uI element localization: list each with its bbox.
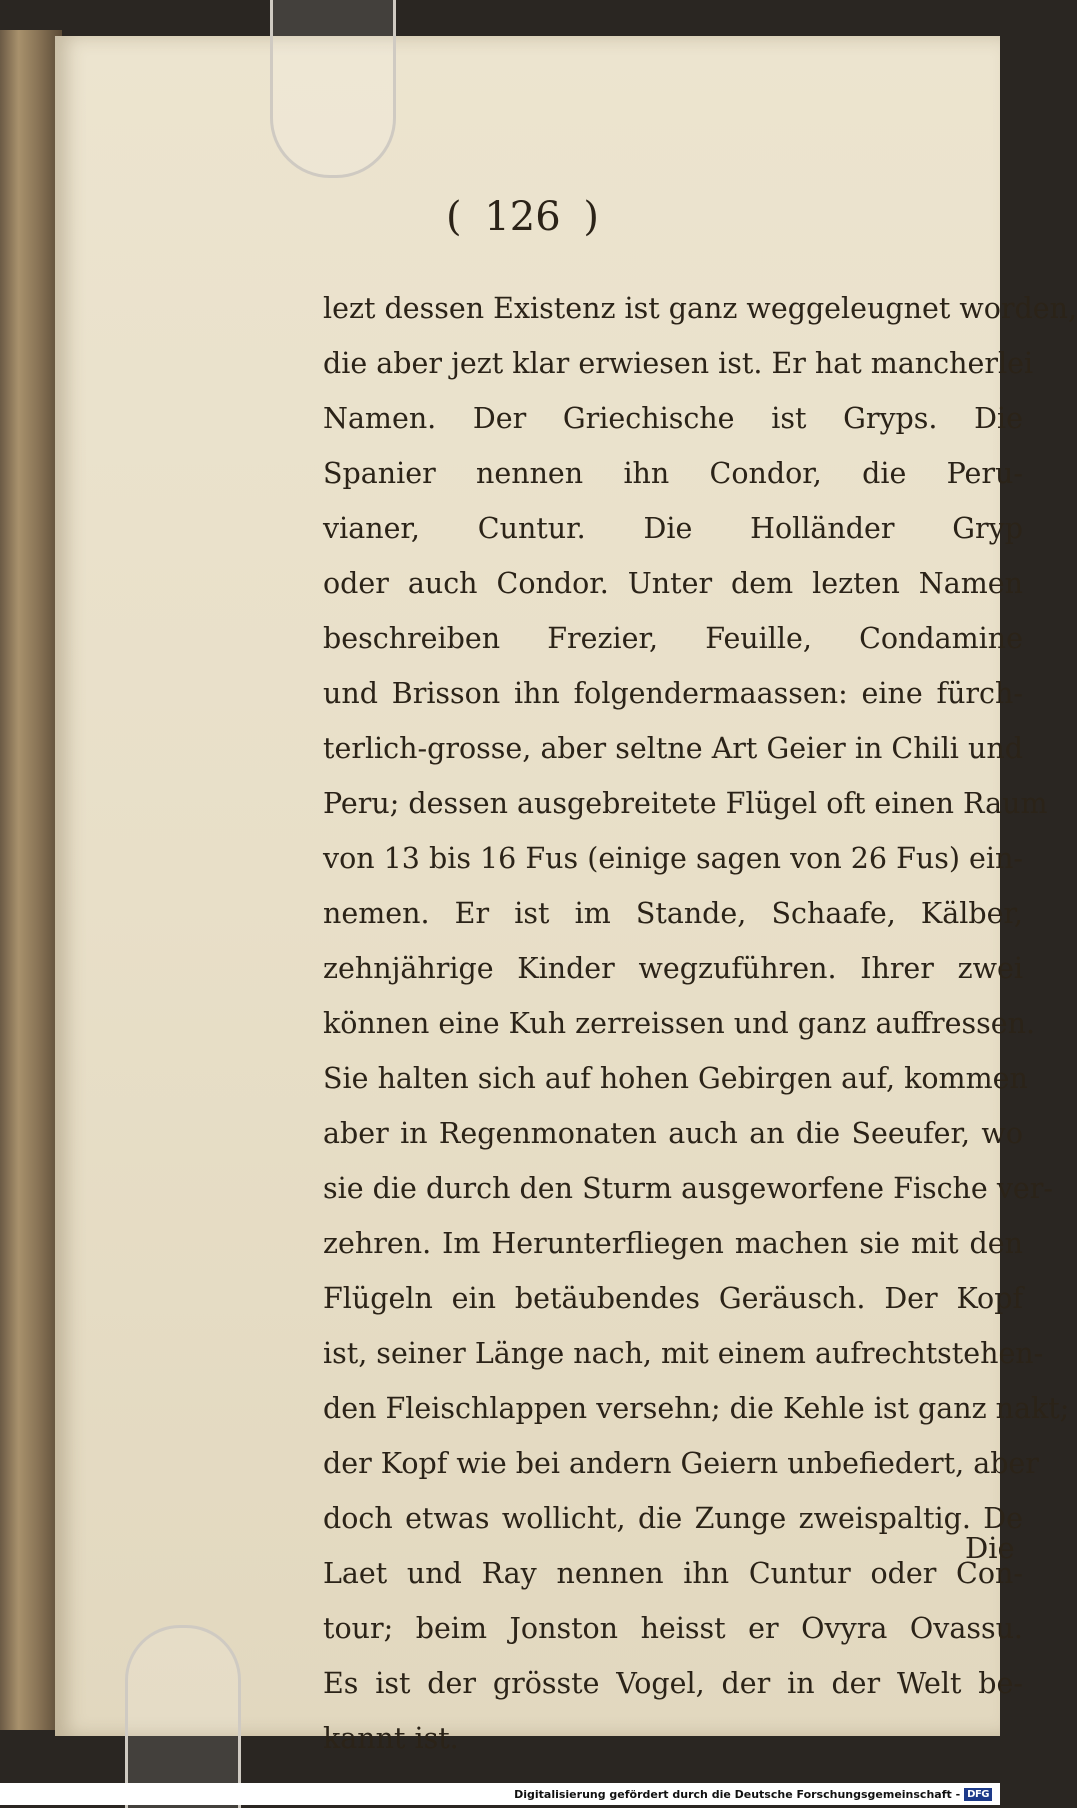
- text-line: Peru; dessen ausgebreitete Flügel oft einen Raum: [323, 787, 1048, 820]
- body-text: [323, 281, 1077, 1766]
- text-line: Sie halten sich auf hohen Gebirgen auf, kommen: [323, 1062, 1028, 1095]
- catchword: Die: [965, 1531, 1015, 1565]
- text-line: den Fleischlappen versehn; die Kehle ist ganz nakt;: [323, 1392, 1070, 1425]
- footer-credit: Digitalisierung gefördert durch die Deutsche Forschungsgemeinschaft -: [514, 1787, 961, 1801]
- text-line: Laet und Ray nennen ihn Cuntur oder Con-: [323, 1557, 1023, 1590]
- page-clip-bottom: [125, 1625, 241, 1808]
- text-line: von 13 bis 16 Fus (einige sagen von 26 Fus) ein-: [323, 842, 1023, 875]
- footer-bar: [0, 1783, 1000, 1805]
- text-line: beschreiben Frezier, Feuille, Condamine: [323, 622, 1023, 655]
- text-line: Es ist der grösste Vogel, der in der Welt be-: [323, 1667, 1023, 1700]
- page-clip-top: [270, 0, 396, 178]
- text-line: tour; beim Jonston heisst er Ovyra Ovassu.: [323, 1612, 1023, 1645]
- text-line: die aber jezt klar erwiesen ist. Er hat mancherlei: [323, 347, 1034, 380]
- book-page: [55, 36, 1077, 1755]
- text-line: können eine Kuh zerreissen und ganz auffressen.: [323, 1007, 1036, 1040]
- text-line: terlich-grosse, aber seltne Art Geier in Chili und: [323, 732, 1023, 765]
- page-number: ( 126 ): [446, 194, 599, 240]
- text-line: zehren. Im Herunterfliegen machen sie mit den: [323, 1227, 1023, 1260]
- text-line: doch etwas wollicht, die Zunge zweispaltig. De: [323, 1502, 1023, 1535]
- text-line: kannt ist.: [323, 1722, 459, 1755]
- text-line: Flügeln ein betäubendes Geräusch. Der Kopf: [323, 1282, 1023, 1315]
- dfg-logo: DFG: [964, 1788, 992, 1801]
- text-line: sie die durch den Sturm ausgeworfene Fische ver-: [323, 1172, 1054, 1205]
- text-line: vianer, Cuntur. Die Holländer Gryp: [323, 512, 1023, 545]
- book-page-edges: [0, 30, 62, 1730]
- text-line: und Brisson ihn folgendermaassen: eine fürch-: [323, 677, 1023, 710]
- text-line: aber in Regenmonaten auch an die Seeufer, wo: [323, 1117, 1023, 1150]
- text-line: Spanier nennen ihn Condor, die Peru-: [323, 457, 1023, 490]
- text-line: zehnjährige Kinder wegzuführen. Ihrer zwei: [323, 952, 1023, 985]
- text-line: lezt dessen Existenz ist ganz weggeleugnet worden,: [323, 292, 1077, 325]
- text-line: oder auch Condor. Unter dem lezten Namen: [323, 567, 1023, 600]
- text-line: Namen. Der Griechische ist Gryps. Die: [323, 402, 1023, 435]
- text-line: der Kopf wie bei andern Geiern unbefiedert, aber: [323, 1447, 1039, 1480]
- text-line: nemen. Er ist im Stande, Schaafe, Kälber,: [323, 897, 1023, 930]
- text-line: ist, seiner Länge nach, mit einem aufrechtstehen-: [323, 1337, 1044, 1370]
